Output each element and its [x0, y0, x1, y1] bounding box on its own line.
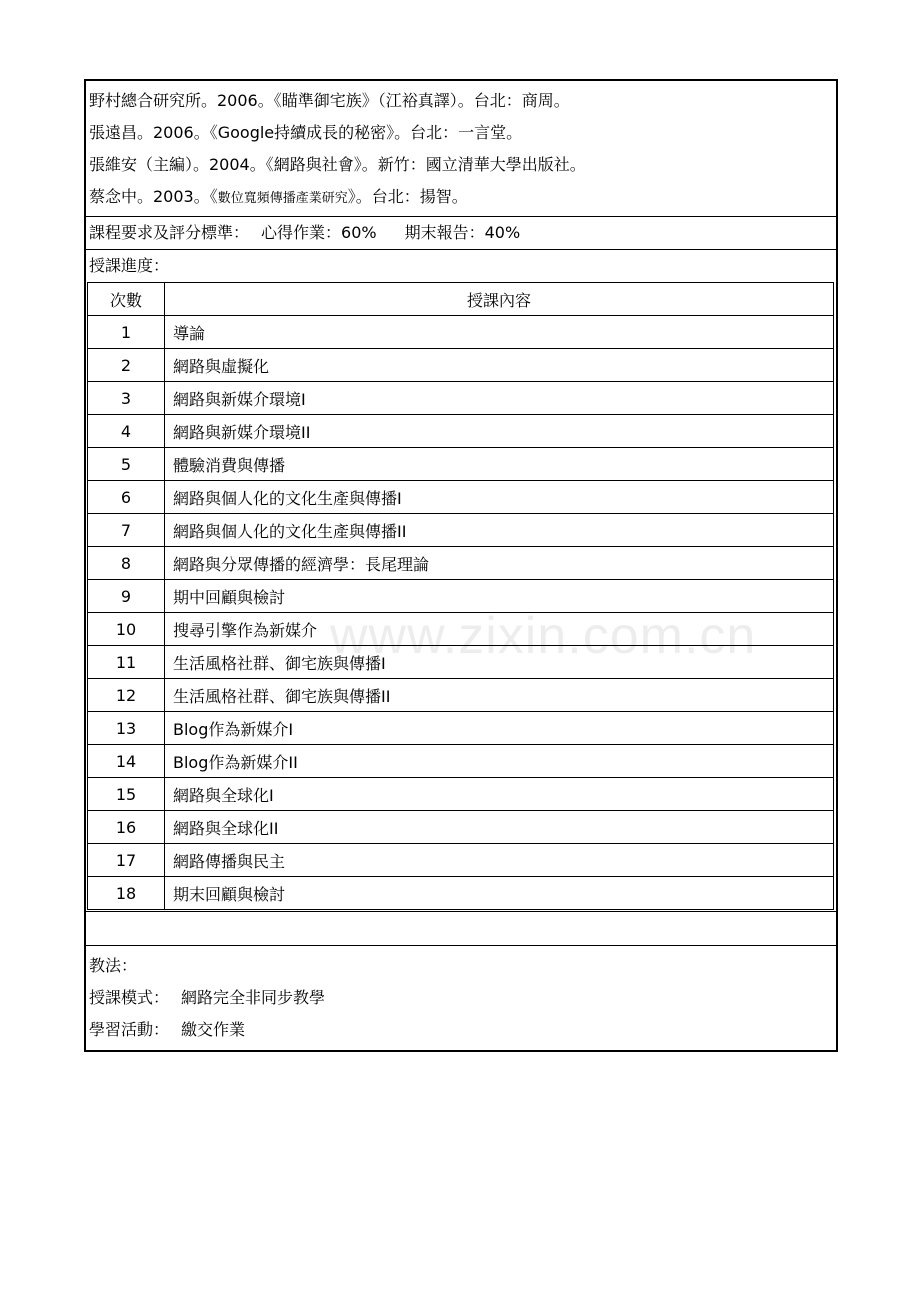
session-topic: 期末回顧與檢討 — [165, 877, 834, 910]
reference-text: 張遠昌。2006。《Google持續成長的秘密》。台北：一言堂。 — [89, 123, 523, 142]
schedule-row — [88, 811, 834, 844]
schedule-row — [88, 679, 834, 712]
session-number: 17 — [88, 844, 165, 877]
header-content: 授課內容 — [165, 283, 834, 316]
schedule-row — [88, 514, 834, 547]
schedule-header-row — [88, 283, 834, 316]
reference-text: 張維安（主編）。2004。《網路與社會》。新竹：國立清華大學出版社。 — [89, 155, 586, 174]
schedule-row — [88, 844, 834, 877]
session-number: 14 — [88, 745, 165, 778]
session-number: 15 — [88, 778, 165, 811]
method-section — [86, 946, 836, 1050]
session-number: 5 — [88, 448, 165, 481]
schedule-row — [88, 580, 834, 613]
schedule-row — [88, 877, 834, 910]
session-number: 1 — [88, 316, 165, 349]
syllabus-frame — [84, 79, 838, 1052]
session-topic: 期中回顧與檢討 — [165, 580, 834, 613]
session-topic: 生活風格社群、御宅族與傳播I — [165, 646, 834, 679]
session-number: 2 — [88, 349, 165, 382]
session-number: 7 — [88, 514, 165, 547]
schedule-row — [88, 415, 834, 448]
schedule-section — [86, 250, 836, 912]
session-topic: 生活風格社群、御宅族與傳播II — [165, 679, 834, 712]
session-number: 18 — [88, 877, 165, 910]
schedule-row — [88, 448, 834, 481]
watermark: www.zixin.com.cn — [330, 607, 757, 665]
reference-line — [89, 181, 836, 213]
session-topic: 網路與個人化的文化生產與傳播II — [165, 514, 834, 547]
session-number: 4 — [88, 415, 165, 448]
session-topic: 網路與新媒介環境I — [165, 382, 834, 415]
session-topic: 網路與新媒介環境II — [165, 415, 834, 448]
session-number: 10 — [88, 613, 165, 646]
session-topic: 網路與個人化的文化生產與傳播I — [165, 481, 834, 514]
session-topic: 網路與分眾傳播的經濟學：長尾理論 — [165, 547, 834, 580]
session-number: 12 — [88, 679, 165, 712]
grading-label: 課程要求及評分標準： — [89, 223, 250, 242]
schedule-row — [88, 778, 834, 811]
learning-activity-label: 學習活動： — [89, 1020, 170, 1039]
grading-row — [86, 217, 836, 250]
reference-text: 野村總合研究所。2006。《瞄準御宅族》（江裕真譯）。台北：商周。 — [89, 91, 570, 110]
session-number: 9 — [88, 580, 165, 613]
schedule-row — [88, 547, 834, 580]
reference-line — [89, 85, 836, 117]
schedule-row — [88, 745, 834, 778]
empty-row — [86, 912, 836, 946]
reference-line — [89, 149, 836, 181]
header-num: 次數 — [88, 283, 165, 316]
session-topic: 導論 — [165, 316, 834, 349]
grading-item-final: 期末報告：40% — [404, 223, 521, 242]
reference-book-title: 數位寬頻傳播產業研究 — [217, 191, 348, 206]
references-section — [86, 81, 836, 217]
schedule-row — [88, 349, 834, 382]
reference-text-tail: 》。台北：揚智。 — [347, 187, 468, 206]
session-topic: 網路與虛擬化 — [165, 349, 834, 382]
learning-activity-row — [89, 1014, 836, 1046]
reference-text: 蔡念中。2003。《 — [89, 187, 218, 206]
session-number: 3 — [88, 382, 165, 415]
schedule-table — [87, 282, 834, 910]
learning-activity-value: 繳交作業 — [181, 1020, 246, 1039]
schedule-row — [88, 646, 834, 679]
session-number: 8 — [88, 547, 165, 580]
schedule-row — [88, 712, 834, 745]
session-number: 11 — [88, 646, 165, 679]
schedule-row — [88, 481, 834, 514]
session-topic: Blog作為新媒介I — [165, 712, 834, 745]
teaching-mode-label: 授課模式： — [89, 988, 170, 1007]
session-number: 16 — [88, 811, 165, 844]
schedule-row — [88, 613, 834, 646]
teaching-mode-value: 網路完全非同步教學 — [181, 988, 326, 1007]
session-topic: 網路傳播與民主 — [165, 844, 834, 877]
reference-line — [89, 117, 836, 149]
method-label: 教法： — [89, 956, 138, 975]
schedule-row — [88, 316, 834, 349]
session-topic: 搜尋引擎作為新媒介 — [165, 613, 834, 646]
session-topic: Blog作為新媒介II — [165, 745, 834, 778]
session-topic: 體驗消費與傳播 — [165, 448, 834, 481]
schedule-row — [88, 382, 834, 415]
session-topic: 網路與全球化II — [165, 811, 834, 844]
grading-item-homework: 心得作業：60% — [261, 223, 377, 242]
session-number: 13 — [88, 712, 165, 745]
session-number: 6 — [88, 481, 165, 514]
session-topic: 網路與全球化I — [165, 778, 834, 811]
teaching-mode-row — [89, 982, 836, 1014]
schedule-label: 授課進度： — [89, 256, 170, 275]
